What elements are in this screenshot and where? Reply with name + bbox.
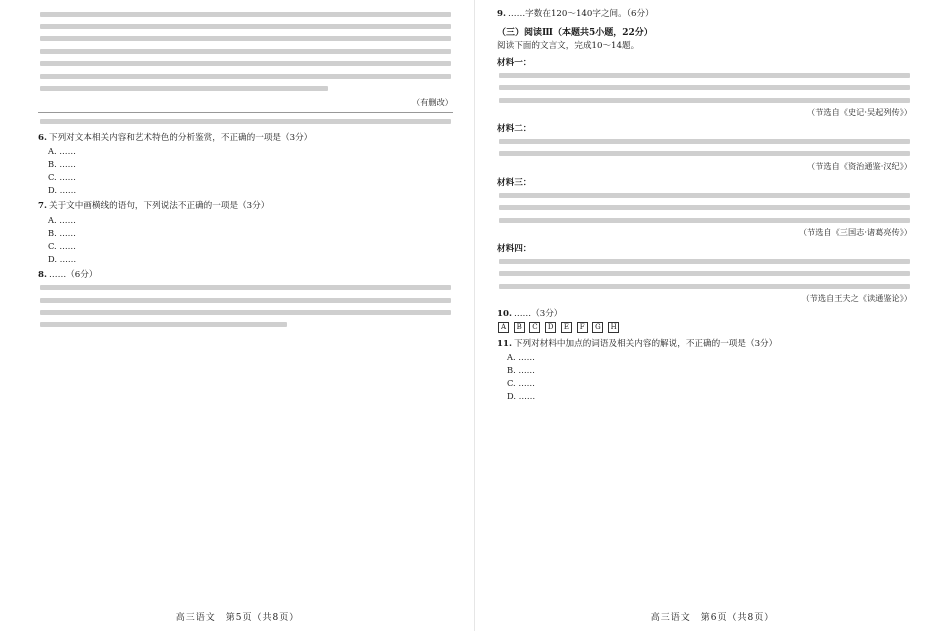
box-f[interactable]: F (577, 322, 588, 333)
material-4-title: 材料四： (497, 244, 532, 255)
box-d[interactable]: D (545, 322, 556, 333)
material-4-source: （节选自王夫之《读通鉴论》） (801, 293, 912, 304)
question-number: 11. (497, 338, 512, 349)
option-a: A. …… (48, 214, 76, 225)
question-stem: ……（3分） (513, 309, 563, 320)
option-b: B. …… (48, 227, 76, 238)
material-1-title: 材料一： (497, 58, 532, 69)
question-7 (38, 200, 453, 265)
question-number: 10. (497, 309, 512, 320)
box-c[interactable]: C (529, 322, 540, 333)
option-d: D. …… (48, 253, 77, 264)
question-number: 9. (497, 9, 506, 19)
box-a[interactable]: A (498, 322, 509, 333)
right-page (475, 0, 950, 631)
option-c: C. …… (48, 240, 76, 251)
material-2-title: 材料二： (497, 124, 532, 135)
box-g[interactable]: G (592, 322, 603, 333)
answer-boxes (497, 321, 912, 334)
material-3-source: （节选自《三国志·诸葛亮传》） (798, 227, 912, 238)
question-number: 7. (38, 201, 47, 212)
page-footer: 高三语文 第5页（共8页） (175, 613, 300, 623)
box-e[interactable]: E (561, 322, 572, 333)
option-d: D. …… (48, 185, 77, 196)
question-stem: 下列对材料中加点的词语及相关内容的解说，不正确的一项是（3分） (513, 338, 778, 349)
option-a: A. …… (507, 352, 535, 363)
question-number: 6. (38, 132, 47, 143)
material-3-title: 材料三： (497, 178, 532, 189)
box-h[interactable]: H (608, 322, 619, 333)
material-2-source: （节选自《资治通鉴·汉纪》） (807, 161, 912, 172)
question-number: 8. (38, 269, 47, 280)
question-11 (497, 338, 912, 403)
section-instruction: 阅读下面的文言文，完成10～14题。 (497, 40, 640, 51)
option-b: B. …… (507, 365, 535, 376)
passage-excerpt (38, 8, 453, 108)
option-d: D. …… (507, 391, 536, 402)
question-stem: 关于文中画横线的语句，下列说法不正确的一项是（3分） (48, 201, 270, 212)
revision-note: （有删改） (412, 96, 453, 107)
option-a: A. …… (48, 146, 76, 157)
section-title: （三）阅读Ⅲ（本题共5小题，22分） (497, 27, 653, 38)
question-stem: ……字数在120～140字之间。（6分） (507, 9, 654, 19)
material-1-source: （节选自《史记·吴起列传》） (807, 107, 912, 118)
option-c: C. …… (48, 172, 76, 183)
footnote (38, 112, 453, 127)
question-stem: 下列对文本相关内容和艺术特色的分析鉴赏，不正确的一项是（3分） (48, 132, 313, 143)
question-10 (497, 308, 912, 333)
question-8 (38, 269, 453, 331)
box-b[interactable]: B (514, 322, 525, 333)
option-c: C. …… (507, 378, 535, 389)
question-stem: ……（6分） (48, 269, 98, 280)
page-footer: 高三语文 第6页（共8页） (650, 613, 775, 623)
option-b: B. …… (48, 159, 76, 170)
question-9 (497, 8, 912, 21)
question-6 (38, 132, 453, 197)
